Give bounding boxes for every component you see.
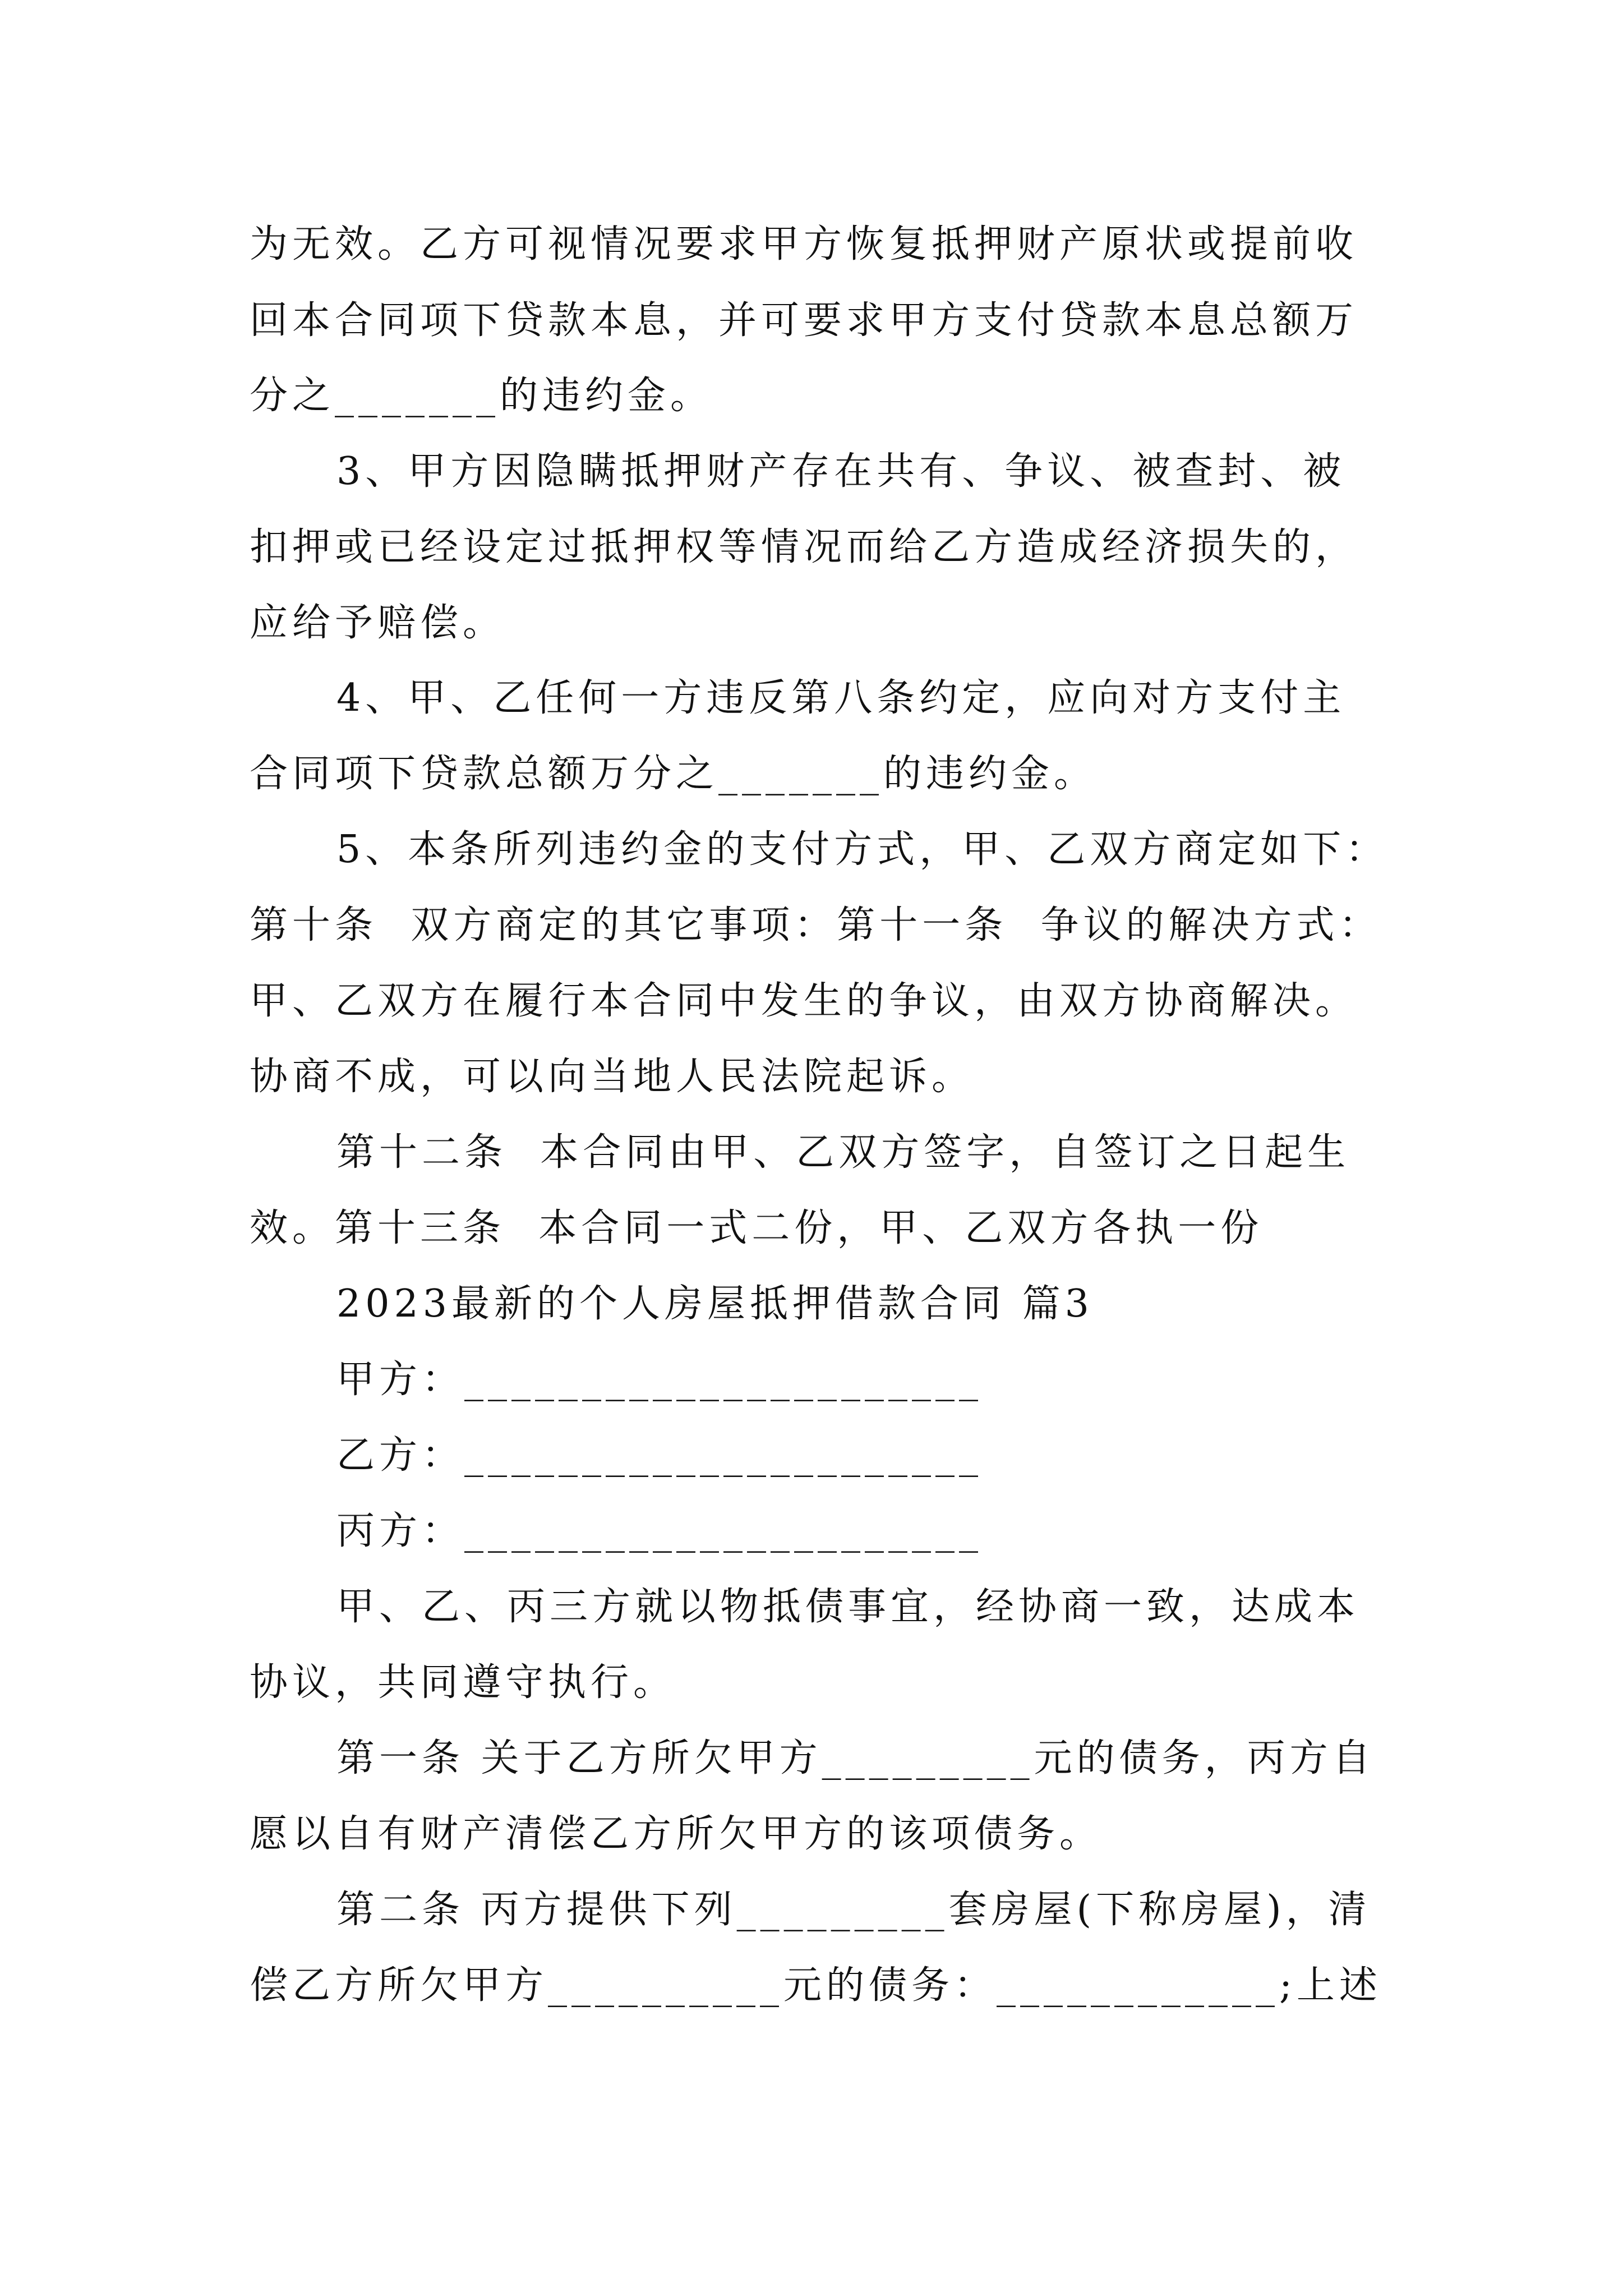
text-line: 分之_______的违约金。 [250,374,713,418]
text-line: 效。第十三条 本合同一式二份，甲、乙双方各执一份 [250,1206,1264,1250]
party-c-field: 丙方：______________________ [336,1509,983,1553]
section-heading: 2023最新的个人房屋抵押借款合同 篇3 [336,1282,1094,1326]
text-line: 甲、乙、丙三方就以物抵债事宜，经协商一致，达成本 [336,1585,1360,1629]
party-b-field: 乙方：______________________ [336,1433,983,1478]
text-line: 甲、乙双方在履行本合同中发生的争议，由双方协商解决。 [250,979,1358,1023]
text-line: 偿乙方所欠甲方__________元的债务：____________;上述 [250,1963,1382,2008]
text-line: 第十二条 本合同由甲、乙双方签字，自签订之日起生 [336,1130,1350,1175]
text-line: 4、甲、乙任何一方违反第八条约定，应向对方支付主 [336,676,1346,720]
party-a-field: 甲方：______________________ [336,1358,983,1402]
text-line: 3、甲方因隐瞒抵押财产存在共有、争议、被查封、被 [336,449,1346,494]
text-line: 第十条 双方商定的其它事项：第十一条 争议的解决方式： [250,903,1382,947]
text-line: 5、本条所列违约金的支付方式，甲、乙双方商定如下： [336,827,1389,872]
text-line: 第二条 丙方提供下列_________套房屋(下称房屋)，清 [336,1888,1371,1932]
text-line: 扣押或已经设定过抵押权等情况而给乙方造成经济损失的， [250,525,1358,569]
text-line: 愿以自有财产清偿乙方所欠甲方的该项债务。 [250,1812,1103,1856]
text-line: 应给予赔偿。 [250,601,506,645]
text-line: 为无效。乙方可视情况要求甲方恢复抵押财产原状或提前收 [250,222,1358,266]
text-line: 回本合同项下贷款本息，并可要求甲方支付贷款本息总额万 [250,298,1358,343]
text-line: 协议，共同遵守执行。 [250,1660,676,1705]
text-line: 合同项下贷款总额万分之_______的违约金。 [250,752,1097,796]
text-line: 第一条 关于乙方所欠甲方_________元的债务，丙方自 [336,1736,1375,1780]
text-line: 协商不成，可以向当地人民法院起诉。 [250,1055,975,1099]
